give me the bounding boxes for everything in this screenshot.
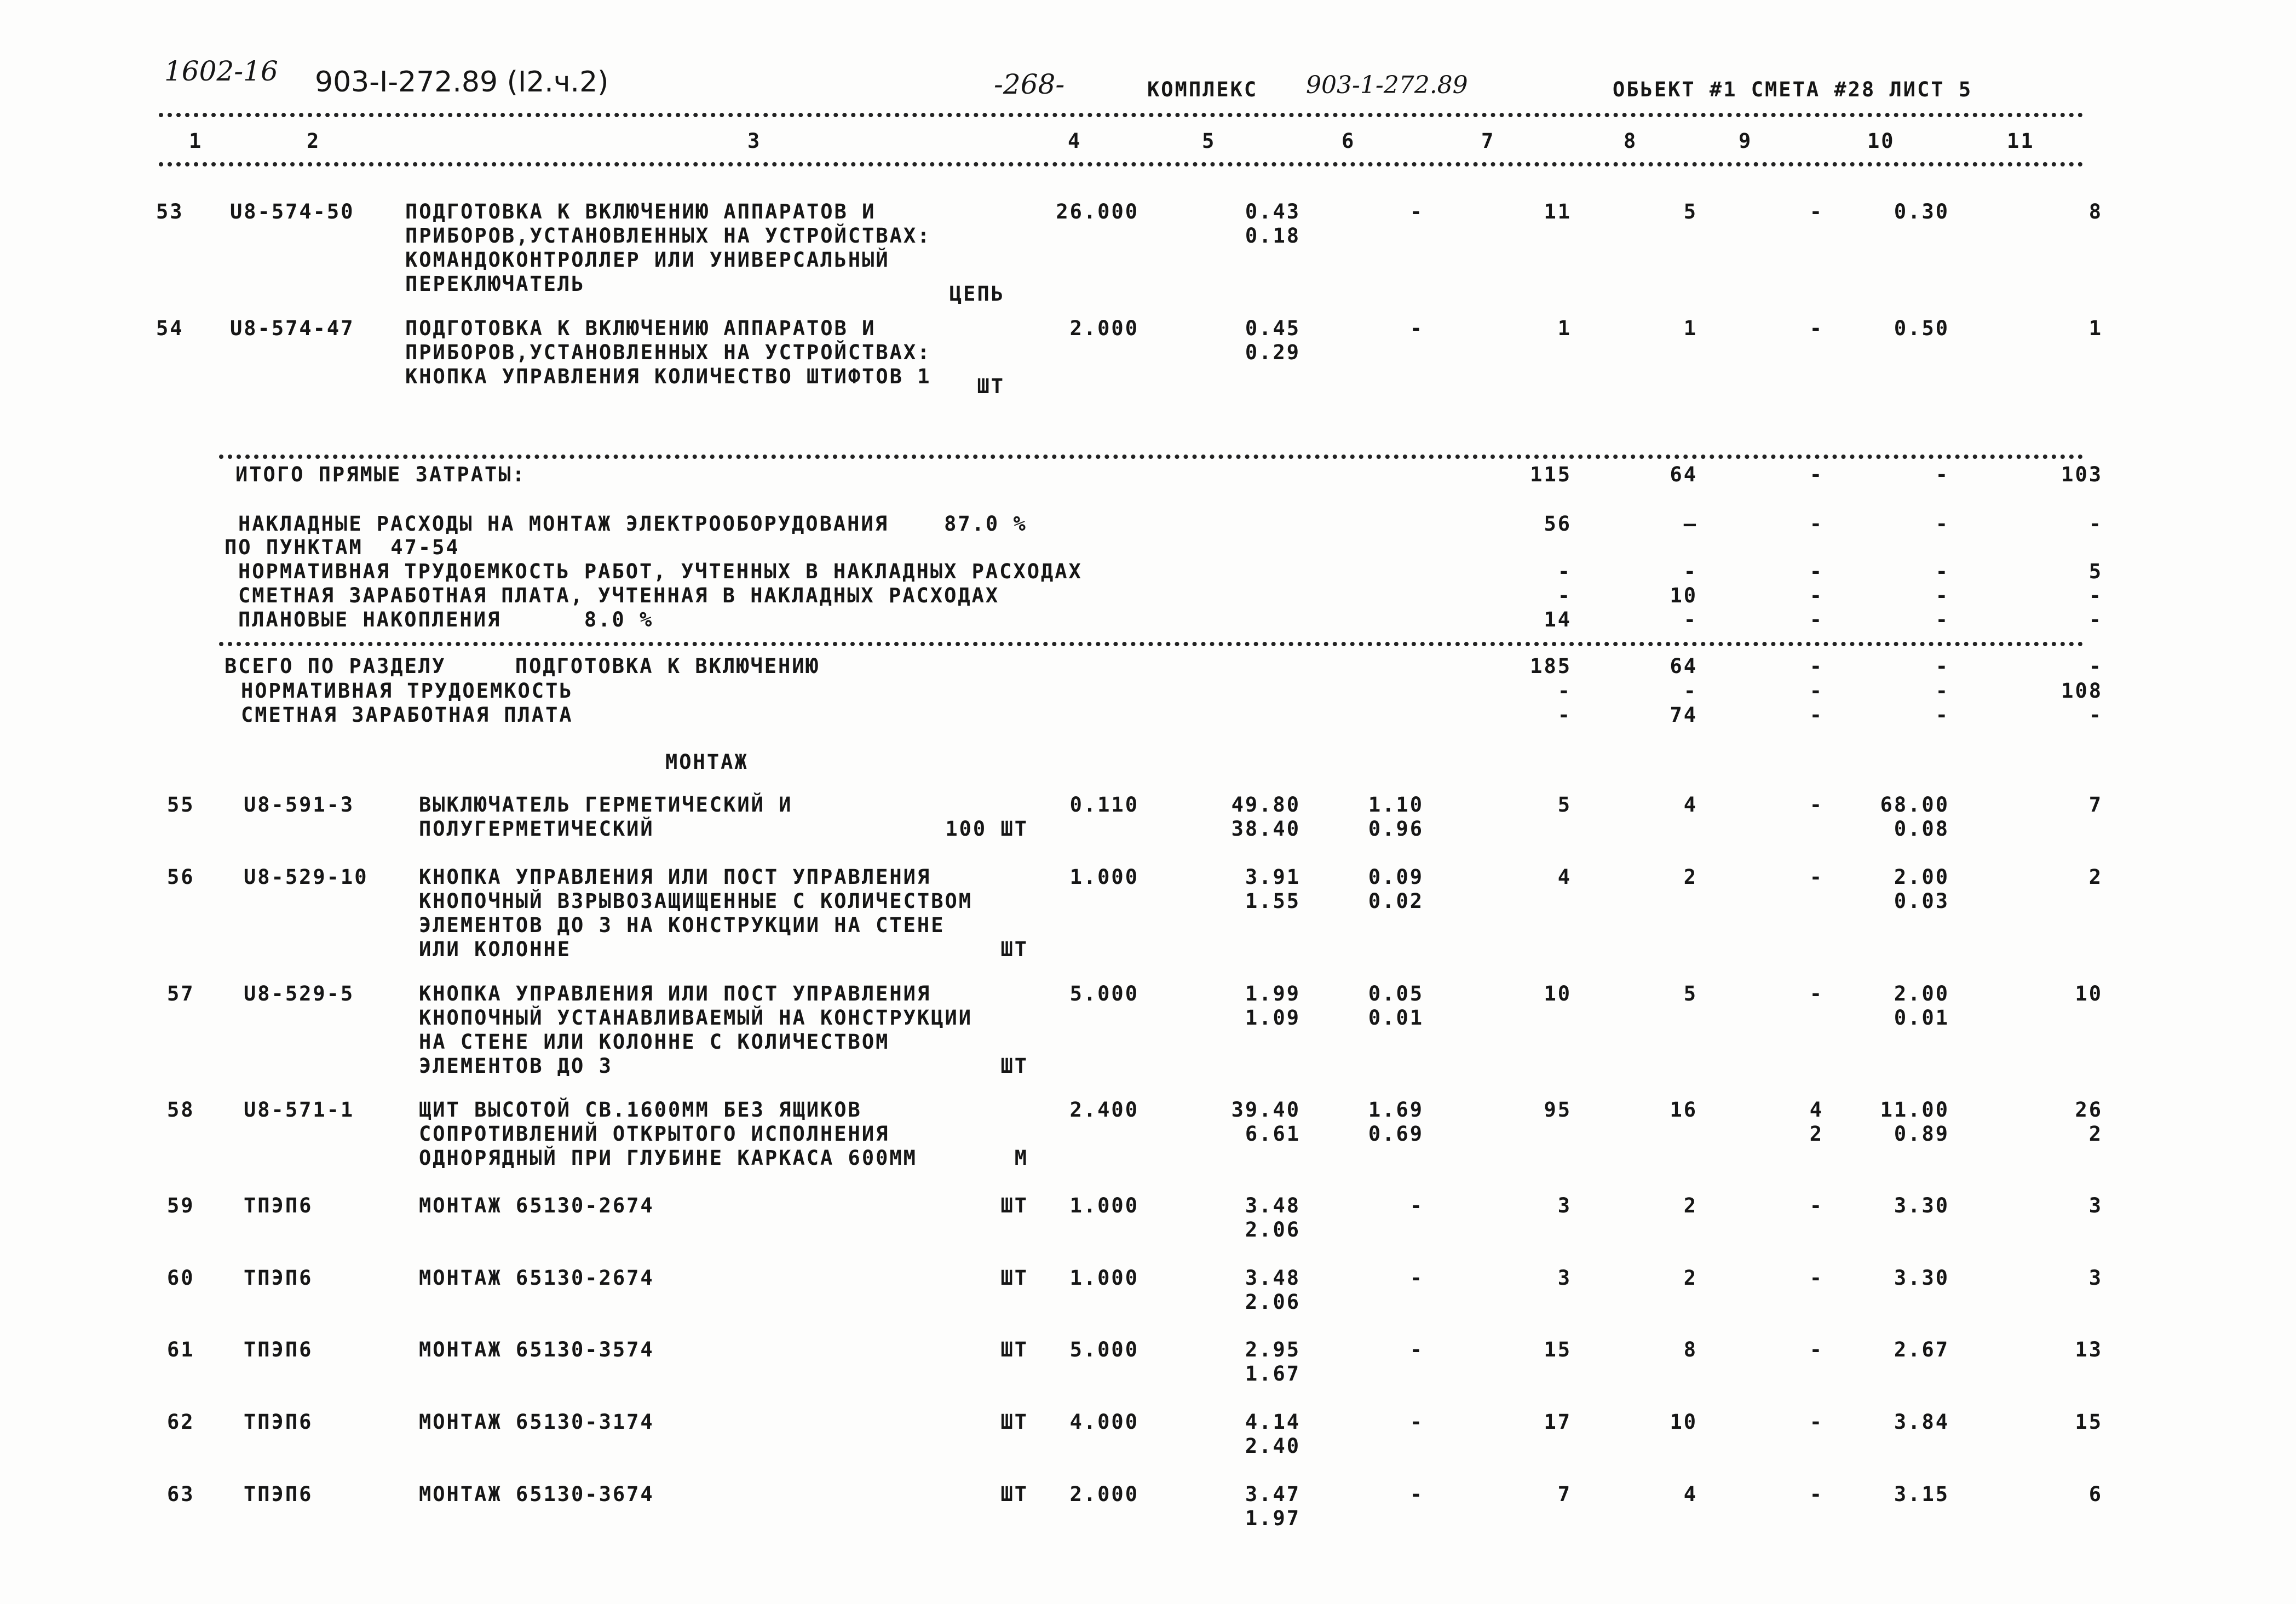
column-header-4: 4 bbox=[1068, 129, 1082, 153]
cell-c7: 1 bbox=[1557, 317, 1572, 340]
summary-line-label: СМЕТНАЯ ЗАРАБОТНАЯ ПЛАТА bbox=[241, 703, 573, 727]
summary-title-c11: 103 bbox=[2061, 463, 2103, 486]
cell-c9: - bbox=[1809, 793, 1823, 817]
cell-c7: 5 bbox=[1557, 793, 1572, 817]
cell-c10: 0.03 bbox=[1894, 889, 1949, 913]
cell-c10: 3.15 bbox=[1894, 1482, 1949, 1506]
summary-c9: - bbox=[1809, 560, 1823, 583]
cell-c5: 39.40 bbox=[1231, 1098, 1301, 1122]
cell-c10: 0.50 bbox=[1894, 317, 1949, 340]
item-description-line: ОДНОРЯДНЫЙ ПРИ ГЛУБИНЕ КАРКАСА 600ММ bbox=[419, 1146, 917, 1170]
summary-c10: - bbox=[1935, 512, 1949, 536]
unit-of-measure: ШТ bbox=[1000, 938, 1028, 961]
item-description-line: ЭЛЕМЕНТОВ ДО 3 НА КОНСТРУКЦИИ НА СТЕНЕ bbox=[419, 913, 945, 937]
cell-c10: 68.00 bbox=[1880, 793, 1949, 817]
cell-c10: 0.89 bbox=[1894, 1122, 1949, 1146]
cell-c10: 0.30 bbox=[1894, 200, 1949, 223]
item-description-line: НА СТЕНЕ ИЛИ КОЛОННЕ С КОЛИЧЕСТВОМ bbox=[419, 1030, 890, 1054]
cell-c10: 2.67 bbox=[1894, 1338, 1949, 1361]
summary-c8: - bbox=[1683, 608, 1697, 631]
row-number: 62 bbox=[167, 1410, 195, 1434]
item-description-line: ЭЛЕМЕНТОВ ДО 3 bbox=[419, 1054, 613, 1078]
unit-of-measure: ШТ bbox=[1000, 1482, 1028, 1506]
summary-c11: - bbox=[2088, 512, 2103, 536]
quantity: 1.000 bbox=[1069, 865, 1139, 889]
cell-c6: - bbox=[1409, 1482, 1424, 1506]
summary-c7: - bbox=[1557, 679, 1572, 703]
cell-c8: 5 bbox=[1683, 200, 1697, 223]
summary-title-c10: - bbox=[1935, 463, 1949, 486]
unit-of-measure: ШТ bbox=[977, 375, 1005, 398]
unit-of-measure: ШТ bbox=[1000, 1266, 1028, 1290]
rate-code: ТПЭП6 bbox=[244, 1266, 313, 1290]
cell-c5: 0.29 bbox=[1245, 341, 1301, 364]
column-header-6: 6 bbox=[1342, 129, 1356, 153]
summary-line-label: ВСЕГО ПО РАЗДЕЛУ ПОДГОТОВКА К ВКЛЮЧЕНИЮ bbox=[225, 654, 820, 678]
unit-of-measure: 100 ШТ bbox=[945, 817, 1028, 841]
summary1-rule bbox=[219, 455, 2084, 459]
summary-c7: 185 bbox=[1530, 654, 1572, 678]
quantity: 2.000 bbox=[1069, 1482, 1139, 1506]
rate-code: U8-529-10 bbox=[244, 865, 369, 889]
row-number: 63 bbox=[167, 1482, 195, 1506]
item-description-line: МОНТАЖ 65130-3674 bbox=[419, 1482, 654, 1506]
unit-of-measure: ЦЕПЬ bbox=[949, 282, 1005, 306]
cell-c9: - bbox=[1809, 200, 1823, 223]
cell-c11: 13 bbox=[2075, 1338, 2103, 1361]
summary-c11: - bbox=[2088, 654, 2103, 678]
cell-c5: 1.99 bbox=[1245, 982, 1301, 1005]
row-number: 59 bbox=[167, 1194, 195, 1217]
cell-c5: 2.95 bbox=[1245, 1338, 1301, 1361]
cell-c9: - bbox=[1809, 1482, 1823, 1506]
cell-c9: - bbox=[1809, 1410, 1823, 1434]
summary-c7: 56 bbox=[1544, 512, 1572, 536]
cell-c6: - bbox=[1409, 1266, 1424, 1290]
cell-c5: 1.55 bbox=[1245, 889, 1301, 913]
cell-c6: 1.69 bbox=[1368, 1098, 1424, 1122]
cell-c9: 4 bbox=[1809, 1098, 1823, 1122]
cell-c7: 3 bbox=[1557, 1266, 1572, 1290]
rate-code: ТПЭП6 bbox=[244, 1338, 313, 1361]
item-description-line: СОПРОТИВЛЕНИЙ ОТКРЫТОГО ИСПОЛНЕНИЯ bbox=[419, 1122, 890, 1146]
document-code: 903-I-272.89 (I2.ч.2) bbox=[315, 66, 609, 99]
object-sheet: ОБЬЕКТ #1 СМЕТА #28 ЛИСТ 5 bbox=[1613, 78, 1973, 101]
unit-of-measure: ШТ bbox=[1000, 1338, 1028, 1361]
quantity: 2.400 bbox=[1069, 1098, 1139, 1122]
cell-c6: 0.05 bbox=[1368, 982, 1424, 1005]
row-number: 57 bbox=[167, 982, 195, 1005]
cell-c8: 8 bbox=[1683, 1338, 1697, 1361]
summary-c7: 14 bbox=[1544, 608, 1572, 631]
summary-c7: - bbox=[1557, 560, 1572, 583]
unit-of-measure: ШТ bbox=[1000, 1410, 1028, 1434]
summary-c11: 108 bbox=[2061, 679, 2103, 703]
page-number: -268- bbox=[994, 68, 1065, 100]
summary-c9: - bbox=[1809, 654, 1823, 678]
cell-c8: 2 bbox=[1683, 1194, 1697, 1217]
item-description-line: ПОДГОТОВКА К ВКЛЮЧЕНИЮ АППАРАТОВ И bbox=[405, 317, 876, 340]
summary-c7: - bbox=[1557, 703, 1572, 727]
cell-c6: - bbox=[1409, 1410, 1424, 1434]
summary-line-label: СМЕТНАЯ ЗАРАБОТНАЯ ПЛАТА, УЧТЕННАЯ В НАКЛАДНЫХ РАСХОДАХ bbox=[238, 584, 1000, 607]
column-header-7: 7 bbox=[1481, 129, 1495, 153]
cell-c8: 4 bbox=[1683, 1482, 1697, 1506]
header-rule-top bbox=[159, 113, 2084, 117]
cell-c9: - bbox=[1809, 1338, 1823, 1361]
summary-c8: - bbox=[1683, 560, 1697, 583]
item-description-line: МОНТАЖ 65130-3574 bbox=[419, 1338, 654, 1361]
unit-of-measure: ШТ bbox=[1000, 1194, 1028, 1217]
quantity: 26.000 bbox=[1056, 200, 1139, 223]
cell-c5: 0.43 bbox=[1245, 200, 1301, 223]
cell-c9: - bbox=[1809, 982, 1823, 1005]
summary-line-label: НАКЛАДНЫЕ РАСХОДЫ НА МОНТАЖ ЭЛЕКТРООБОРУДОВАНИЯ 87.0 % bbox=[238, 512, 1027, 536]
summary-title: ИТОГО ПРЯМЫЕ ЗАТРАТЫ: bbox=[235, 463, 526, 486]
cell-c6: 0.01 bbox=[1368, 1006, 1424, 1030]
rate-code: U8-529-5 bbox=[244, 982, 355, 1005]
cell-c9: 2 bbox=[1809, 1122, 1823, 1146]
cell-c5: 1.09 bbox=[1245, 1006, 1301, 1030]
summary-title-c7: 115 bbox=[1530, 463, 1572, 486]
summary-c8: 10 bbox=[1670, 584, 1697, 607]
cell-c5: 2.06 bbox=[1245, 1218, 1301, 1241]
cell-c11: 7 bbox=[2088, 793, 2103, 817]
rate-code: ТПЭП6 bbox=[244, 1410, 313, 1434]
rate-code: ТПЭП6 bbox=[244, 1482, 313, 1506]
summary-c10: - bbox=[1935, 608, 1949, 631]
cell-c6: 1.10 bbox=[1368, 793, 1424, 817]
cell-c6: - bbox=[1409, 1194, 1424, 1217]
cell-c5: 2.06 bbox=[1245, 1290, 1301, 1314]
summary-c11: 5 bbox=[2088, 560, 2103, 583]
quantity: 5.000 bbox=[1069, 1338, 1139, 1361]
cell-c5: 3.48 bbox=[1245, 1194, 1301, 1217]
row-number: 55 bbox=[167, 793, 195, 817]
cell-c5: 0.18 bbox=[1245, 224, 1301, 248]
cell-c10: 3.30 bbox=[1894, 1194, 1949, 1217]
cell-c11: 3 bbox=[2088, 1266, 2103, 1290]
summary-c7: - bbox=[1557, 584, 1572, 607]
summary-c8: — bbox=[1683, 512, 1697, 536]
quantity: 1.000 bbox=[1069, 1266, 1139, 1290]
cell-c10: 0.01 bbox=[1894, 1006, 1949, 1030]
row-number: 61 bbox=[167, 1338, 195, 1361]
column-header-10: 10 bbox=[1867, 129, 1895, 153]
cell-c5: 38.40 bbox=[1231, 817, 1301, 841]
cell-c10: 3.84 bbox=[1894, 1410, 1949, 1434]
item-description-line: ИЛИ КОЛОННЕ bbox=[419, 938, 572, 961]
cell-c6: 0.02 bbox=[1368, 889, 1424, 913]
summary-c10: - bbox=[1935, 654, 1949, 678]
column-header-3: 3 bbox=[747, 129, 762, 153]
cell-c5: 49.80 bbox=[1231, 793, 1301, 817]
cell-c11: 15 bbox=[2075, 1410, 2103, 1434]
item-description-line: ПОДГОТОВКА К ВКЛЮЧЕНИЮ АППАРАТОВ И bbox=[405, 200, 876, 223]
summary-c8: - bbox=[1683, 679, 1697, 703]
quantity: 2.000 bbox=[1069, 317, 1139, 340]
section-title: МОНТАЖ bbox=[665, 750, 749, 774]
unit-of-measure: М bbox=[1014, 1146, 1028, 1170]
cell-c10: 2.00 bbox=[1894, 982, 1949, 1005]
handwritten-code: 1602-16 bbox=[164, 55, 278, 87]
summary-c9: - bbox=[1809, 703, 1823, 727]
summary2-rule bbox=[219, 642, 2084, 646]
cell-c5: 3.47 bbox=[1245, 1482, 1301, 1506]
summary-c8: 64 bbox=[1670, 654, 1697, 678]
cell-c7: 11 bbox=[1544, 200, 1572, 223]
item-description-line: КНОПОЧНЫЙ УСТАНАВЛИВАЕМЫЙ НА КОНСТРУКЦИИ bbox=[419, 1006, 973, 1030]
summary-title-c8: 64 bbox=[1670, 463, 1697, 486]
cell-c7: 15 bbox=[1544, 1338, 1572, 1361]
cell-c8: 5 bbox=[1683, 982, 1697, 1005]
cell-c10: 2.00 bbox=[1894, 865, 1949, 889]
summary-c10: - bbox=[1935, 703, 1949, 727]
column-header-5: 5 bbox=[1202, 129, 1216, 153]
column-header-2: 2 bbox=[307, 129, 321, 153]
complex-label: КОМПЛЕКС bbox=[1147, 78, 1258, 101]
summary-c9: - bbox=[1809, 584, 1823, 607]
summary-c11: - bbox=[2088, 608, 2103, 631]
cell-c5: 0.45 bbox=[1245, 317, 1301, 340]
item-description-line: МОНТАЖ 65130-2674 bbox=[419, 1194, 654, 1217]
header-rule-bottom bbox=[159, 162, 2084, 166]
item-description-line: ПРИБОРОВ,УСТАНОВЛЕННЫХ НА УСТРОЙСТВАХ: bbox=[405, 224, 931, 248]
cell-c6: - bbox=[1409, 1338, 1424, 1361]
summary-c9: - bbox=[1809, 512, 1823, 536]
cell-c11: 26 bbox=[2075, 1098, 2103, 1122]
cell-c10: 11.00 bbox=[1880, 1098, 1949, 1122]
summary-c11: - bbox=[2088, 703, 2103, 727]
item-description-line: КНОПКА УПРАВЛЕНИЯ ИЛИ ПОСТ УПРАВЛЕНИЯ bbox=[419, 982, 931, 1005]
column-header-1: 1 bbox=[189, 129, 203, 153]
summary-c10: - bbox=[1935, 679, 1949, 703]
column-header-8: 8 bbox=[1624, 129, 1638, 153]
item-description-line: ВЫКЛЮЧАТЕЛЬ ГЕРМЕТИЧЕСКИЙ И bbox=[419, 793, 793, 817]
column-header-9: 9 bbox=[1739, 129, 1753, 153]
cell-c7: 7 bbox=[1557, 1482, 1572, 1506]
cell-c8: 2 bbox=[1683, 1266, 1697, 1290]
cell-c8: 10 bbox=[1670, 1410, 1697, 1434]
cell-c7: 17 bbox=[1544, 1410, 1572, 1434]
row-number: 54 bbox=[156, 317, 184, 340]
cell-c9: - bbox=[1809, 317, 1823, 340]
cell-c5: 3.48 bbox=[1245, 1266, 1301, 1290]
summary-c8: 74 bbox=[1670, 703, 1697, 727]
complex-code: 903-1-272.89 bbox=[1306, 71, 1468, 99]
cell-c5: 6.61 bbox=[1245, 1122, 1301, 1146]
cell-c10: 3.30 bbox=[1894, 1266, 1949, 1290]
quantity: 4.000 bbox=[1069, 1410, 1139, 1434]
summary-line-label: ПО ПУНКТАМ 47-54 bbox=[225, 536, 460, 559]
item-description-line: ПЕРЕКЛЮЧАТЕЛЬ bbox=[405, 272, 585, 296]
cell-c10: 0.08 bbox=[1894, 817, 1949, 841]
row-number: 56 bbox=[167, 865, 195, 889]
cell-c9: - bbox=[1809, 865, 1823, 889]
cell-c9: - bbox=[1809, 1194, 1823, 1217]
cell-c11: 6 bbox=[2088, 1482, 2103, 1506]
cell-c5: 1.67 bbox=[1245, 1362, 1301, 1385]
item-description-line: КНОПОЧНЫЙ ВЗРЫВОЗАЩИЩЕННЫЕ С КОЛИЧЕСТВОМ bbox=[419, 889, 973, 913]
item-description-line: ПРИБОРОВ,УСТАНОВЛЕННЫХ НА УСТРОЙСТВАХ: bbox=[405, 341, 931, 364]
cell-c8: 4 bbox=[1683, 793, 1697, 817]
cell-c11: 8 bbox=[2088, 200, 2103, 223]
cell-c6: 0.09 bbox=[1368, 865, 1424, 889]
cell-c7: 3 bbox=[1557, 1194, 1572, 1217]
cell-c11: 2 bbox=[2088, 1122, 2103, 1146]
row-number: 60 bbox=[167, 1266, 195, 1290]
cell-c5: 3.91 bbox=[1245, 865, 1301, 889]
cell-c7: 95 bbox=[1544, 1098, 1572, 1122]
summary-c10: - bbox=[1935, 560, 1949, 583]
summary-c10: - bbox=[1935, 584, 1949, 607]
item-description-line: МОНТАЖ 65130-3174 bbox=[419, 1410, 654, 1434]
cell-c5: 1.97 bbox=[1245, 1507, 1301, 1530]
item-description-line: ЩИТ ВЫСОТОЙ СВ.1600ММ БЕЗ ЯЩИКОВ bbox=[419, 1098, 862, 1122]
cell-c7: 4 bbox=[1557, 865, 1572, 889]
item-description-line: КНОПКА УПРАВЛЕНИЯ КОЛИЧЕСТВО ШТИФТОВ 1 bbox=[405, 365, 931, 388]
item-description-line: КОМАНДОКОНТРОЛЛЕР ИЛИ УНИВЕРСАЛЬНЫЙ bbox=[405, 248, 890, 272]
unit-of-measure: ШТ bbox=[1000, 1054, 1028, 1078]
cell-c7: 10 bbox=[1544, 982, 1572, 1005]
item-description-line: МОНТАЖ 65130-2674 bbox=[419, 1266, 654, 1290]
cell-c6: - bbox=[1409, 317, 1424, 340]
quantity: 1.000 bbox=[1069, 1194, 1139, 1217]
quantity: 5.000 bbox=[1069, 982, 1139, 1005]
rate-code: U8-574-50 bbox=[230, 200, 355, 223]
cell-c11: 3 bbox=[2088, 1194, 2103, 1217]
summary-c11: - bbox=[2088, 584, 2103, 607]
summary-line-label: НОРМАТИВНАЯ ТРУДОЕМКОСТЬ bbox=[241, 679, 573, 703]
cell-c5: 4.14 bbox=[1245, 1410, 1301, 1434]
rate-code: U8-591-3 bbox=[244, 793, 355, 817]
summary-c9: - bbox=[1809, 679, 1823, 703]
quantity: 0.110 bbox=[1069, 793, 1139, 817]
column-header-11: 11 bbox=[2007, 129, 2035, 153]
row-number: 53 bbox=[156, 200, 184, 223]
row-number: 58 bbox=[167, 1098, 195, 1122]
cell-c8: 1 bbox=[1683, 317, 1697, 340]
cell-c5: 2.40 bbox=[1245, 1434, 1301, 1458]
summary-line-label: НОРМАТИВНАЯ ТРУДОЕМКОСТЬ РАБОТ, УЧТЕННЫХ В НАКЛАДНЫХ РАСХОДАХ bbox=[238, 560, 1083, 583]
cell-c9: - bbox=[1809, 1266, 1823, 1290]
cell-c8: 16 bbox=[1670, 1098, 1697, 1122]
rate-code: U8-574-47 bbox=[230, 317, 355, 340]
summary-line-label: ПЛАНОВЫЕ НАКОПЛЕНИЯ 8.0 % bbox=[238, 608, 654, 631]
cell-c11: 10 bbox=[2075, 982, 2103, 1005]
cell-c11: 1 bbox=[2088, 317, 2103, 340]
summary-title-c9: - bbox=[1809, 463, 1823, 486]
item-description-line: КНОПКА УПРАВЛЕНИЯ ИЛИ ПОСТ УПРАВЛЕНИЯ bbox=[419, 865, 931, 889]
cell-c6: 0.69 bbox=[1368, 1122, 1424, 1146]
cell-c8: 2 bbox=[1683, 865, 1697, 889]
item-description-line: ПОЛУГЕРМЕТИЧЕСКИЙ bbox=[419, 817, 654, 841]
cell-c6: - bbox=[1409, 200, 1424, 223]
summary-c9: - bbox=[1809, 608, 1823, 631]
rate-code: ТПЭП6 bbox=[244, 1194, 313, 1217]
cell-c6: 0.96 bbox=[1368, 817, 1424, 841]
cell-c11: 2 bbox=[2088, 865, 2103, 889]
rate-code: U8-571-1 bbox=[244, 1098, 355, 1122]
